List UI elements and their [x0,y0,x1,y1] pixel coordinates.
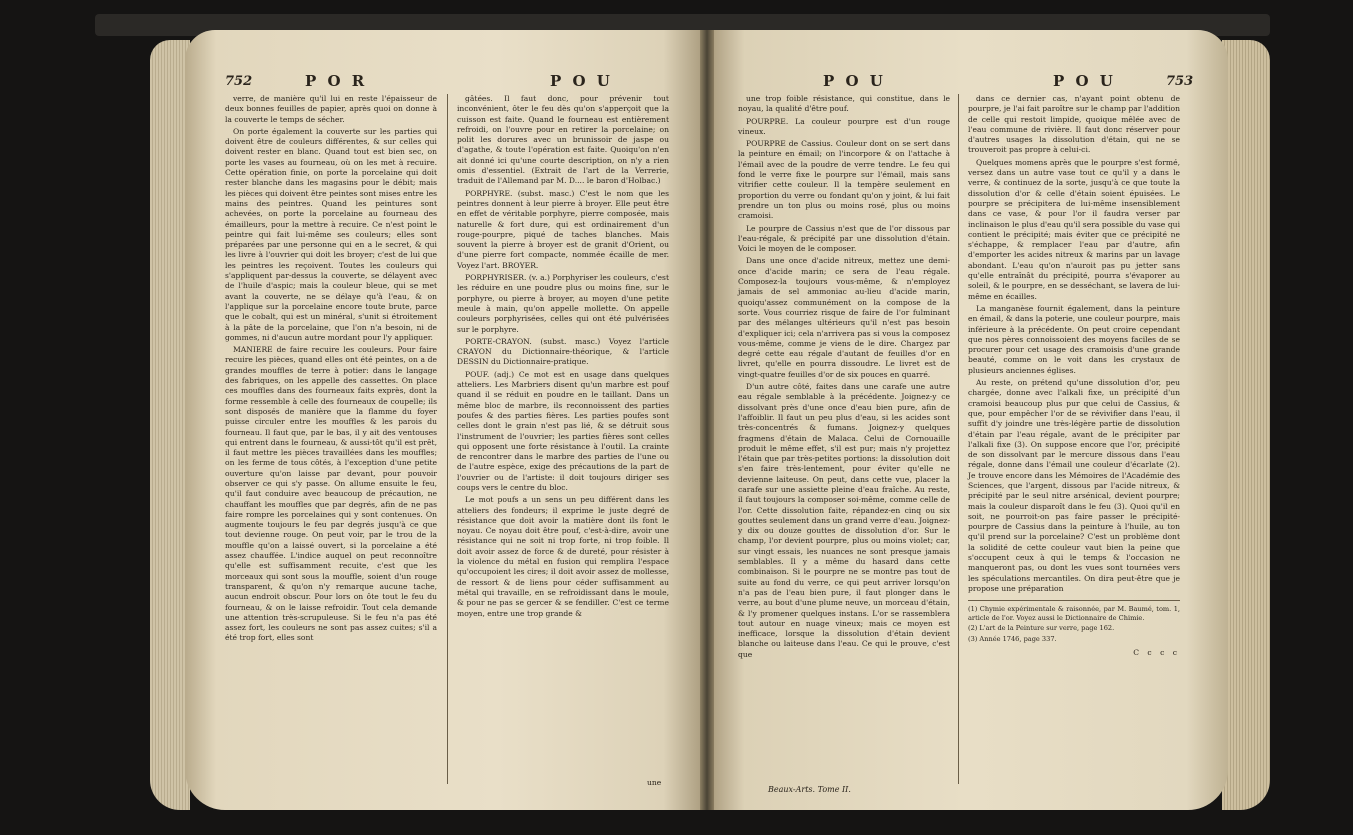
paragraph: D'un autre côté, faites dans une carafe une autre eau régale semblable à la précédente. Joignez-y ce dissolvant près d'une once d'eau bien pure, afin de l'affoiblir. Il faut un peu plus d'eau, si les acides sont très-concentrés & fumans. Joignez-y quelques fragmens d'étain de Malaca. Celui de Cornouaille produit le même effet, s'il est pur; mais n'y projettez l'étain que par très-petites portions: la dissolution doit s'en faire très-lentement, pour éviter qu'elle ne devienne laiteuse. On peut, dans cette vue, placer la carafe sur une assiette pleine d'eau fraîche. Au reste, il faut toujours la composer soi-même, comme celle de l'or. Cette dissolution faite, répandez-en cinq ou six gouttes seulement dans un grand verre d'eau. Joignez-y dix ou douze gouttes de dissolution d'or. Sur le champ, l'or devient pourpre, plus ou moins violet; car, sur vingt essais, les nuances ne sont presque jamais semblables. Il y a même du hasard dans cette combinaison. Si le pourpre ne se montre pas tout de suite au fond du verre, ce qui peut arriver lorsqu'on n'a pas de l'eau bien pure, il faut plonger dans le verre, au bout d'une plume neuve, un morceau d'étain, & l'y promener quelques instans. L'or se rassemblera tout autour en nuage vineux; mais ce moyen est inefficace, lorsque la dissolution d'étain devient blanche ou laiteuse dans l'eau. Ce qui le prouve, c'est que [738,382,950,659]
paragraph: La manganèse fournit également, dans la peinture en émail, & dans la poterie, une couleur pourpre, mais inférieure à la précédente. On peut croire cependant que nos pères connoissoient des moyens faciles de se procurer pour cet usage des cramoisis d'une grande beauté, comme on le voit dans les crystaux de plusieurs anciennes églises. [968,303,1180,375]
page-edges-right [1222,40,1270,810]
right-page-number: 753 [1166,74,1194,89]
right-column-1 [738,94,950,662]
paragraph: une trop foible résistance, qui constitue, dans le noyau, la qualité d'être pouf. [738,94,950,114]
right-page [708,30,1228,810]
right-running-head-1: P O U [823,72,886,90]
paragraph: PORPHYRE. (subst. masc.) C'est le nom que les peintres donnent à leur pierre à broyer. Elle peut être en effet de véritable porphyre, pierre composée, mais naturelle & fort dure, qui est ordinairement d'un rouge-pourpre, piqué de taches blanches. Mais souvent la pierre à broyer est de granit d'Orient, ou d'une pierre fort compacte, nommée écaille de mer. Voyez l'art. BROYER. [457,188,669,270]
paragraph: PORPHYRISER. (v. a.) Porphyriser les couleurs, c'est les réduire en une poudre plus ou moins fine, sur le porphyre, ou pierre à broyer, au moyen d'une petite meule à main, qu'on appelle mollette. On appelle couleurs porphyrisées, celles qui ont été pulvérisées sur le porphyre. [457,273,669,334]
paragraph: On porte également la couverte sur les parties qui doivent être de couleurs différentes, & sur celles qui doivent rester en blanc. Quand tout est bien sec, on porte les vases au fourneau, où on les met à recuire. Cette opération finie, on porte la porcelaine qui doit rester blanche dans les magasins pour le débit; mais les pièces qui doivent être peintes sont mises entre les mains des peintres. Quand les peintures sont achevées, on porte la porcelaine au fourneau des émailleurs, pour la mettre à recuire. Ce n'est point le peintre qui fait lui-même ses couleurs; elles sont préparées par une personne qui en a le secret, & qui les livre à l'ouvrier qui doit les broyer; c'est de lui que les peintres les reçoivent. Toutes les couleurs qui s'appliquent par-dessus la couverte, se délayent avec de l'huile d'aspic; mais la couleur bleue, qui se met avant la couverte, ne se délaye qu'à l'eau, & on l'applique sur la porcelaine encore toute brute, parce que le cobalt, qui est un minéral, s'unit si étroitement à la pâte de la porcelaine, que l'on n'a besoin, ni de gommes, ni d'aucun autre mordant pour l'y appliquer. [225,126,437,342]
column-rule [958,94,959,784]
paragraph: POUF. (adj.) Ce mot est en usage dans quelques atteliers. Les Marbriers disent qu'un marbre est pouf quand il se réduit en poudre en le taillant. Dans un même bloc de marbre, ils reconnoissent des parties poufes & des parties fières. Les parties poufes sont celles dont le grain n'est pas lié, & se détruit sous l'instrument de l'ouvrier; les parties fières sont celles qui opposent une forte résistance à l'outil. La crainte de rencontrer dans le marbre des parties de l'une ou de l'autre espèce, exige des précautions de la part de l'ouvrier ou de l'artiste: il doit toujours diriger ses coups vers le centre du bloc. [457,369,669,492]
footnote: (1) Chymie expérimentale & raisonnée, par M. Baumé, tom. 1, article de l'or. Voyez aussi le Dictionnaire de Chimie. [968,605,1180,622]
left-page-number: 752 [225,74,253,89]
left-column-1 [225,94,437,646]
paragraph: dans ce dernier cas, n'ayant point obtenu de pourpre, je l'ai fait paroître sur le champ par l'addition de celle qui restoit limpide, quoique mêlée avec de l'eau commune de rivière. Il faut donc réserver pour d'autres usages la dissolution d'étain, qui ne se trouveroit pas propre à celui-ci. [968,94,1180,155]
paragraph: verre, de manière qu'il lui en reste l'épaisseur de deux bonnes feuilles de papier, après quoi on donne à la couverte le temps de sécher. [225,94,437,124]
paragraph: POURPRE. La couleur pourpre est d'un rouge vineux. [738,116,950,136]
paragraph: Le mot poufs a un sens un peu différent dans les atteliers des fondeurs; il exprime le juste degré de résistance que doit avoir la matière dont ils font le noyau. Ce noyau doit être pouf, c'est-à-dire, avoir une résistance qui ne soit ni trop forte, ni trop foible. Il doit avoir assez de force & de dureté, pour résister à la violence du métal en fusion qui remplira l'espace qu'occupoient les cires; il doit avoir assez de mollesse, de ressort & de liens pour céder suffisamment au métal qui travaille, en se refroidissant dans le moule, & pour ne pas se gercer & se fendiller. C'est ce terme moyen, entre une trop grande & [457,495,669,618]
signature-mark: C c c c [1133,647,1180,657]
left-running-head-2: P O U [550,72,613,90]
paragraph: Le pourpre de Cassius n'est que de l'or dissous par l'eau-régale, & précipité par une dissolution d'étain. Voici le moyen de le composer. [738,223,950,254]
paragraph: gâtées. Il faut donc, pour prévenir tout inconvénient, ôter le feu dès qu'on s'apperçoit que la cuisson est faite. Quand le fourneau est entièrement refroidi, on l'ouvre pour en retirer la porcelaine; on polit les dorures avec un brunissoir de jaspe ou d'agathe, & toute l'opération est faite. Quoiqu'on n'en ait donné ici qu'une courte description, on n'y a rien omis d'essentiel. (Extrait de l'art de la Verrerie, traduit de l'Allemand par M. D.... le baron d'Holbac.) [457,94,669,186]
paragraph: Dans une once d'acide nitreux, mettez une demi-once d'acide marin; ce sera de l'eau régale. Composez-la toujours vous-même, & n'employez jamais de sel ammoniac au-lieu d'acide marin, quoiqu'assez communément on la compose de la sorte. Vous courriez risque de faire de l'or fulminant par des mélanges ultérieurs qu'il n'est pas besoin d'expliquer ici; cela n'arrivera pas si vous la composez vous-même, comme je viens de le dire. Chargez par degré cette eau régale d'autant de feuilles d'or en livret, qu'elle en pourra dissoudre. Le livret est de vingt-quatre feuilles d'or de six pouces en quarré. [738,256,950,379]
paragraph: POURPRE de Cassius. Couleur dont on se sert dans la peinture en émail; on l'incorpore & on l'attache à l'émail avec de la poudre de verre tendre. Le feu qui fond le verre fixe le pourpre sur l'émail, mais sans vitrifier cette couleur. Il la tempère seulement en proportion du verre ou fondant qu'on y joint, & lui fait prendre un ton plus ou moins rosé, plus ou moins cramoisi. [738,139,950,221]
page-edges-left [150,40,190,810]
catchword: une [647,778,662,787]
paragraph: Quelques momens après que le pourpre s'est formé, versez dans un autre vase tout ce qu'il y a dans le verre, & continuez de la sorte, jusqu'à ce que toute la dissolution d'or & celle d'étain soient épuisées. Le pourpre se précipitera de lui-même insensiblement dans ce vase, & pour l'or il faudra verser par inclinaison le plus d'eau qu'il sera possible du vase qui contient le précipité; mais éviter que ce précipité ne s'échappe, & remplacer l'eau par d'autre, afin d'emporter les acides nitreux & marins par un lavage abondant. L'eau qu'on n'auroit pas pu jetter sans qu'elle entraînât du précipité, pourra s'évaporer au soleil, & le pourpre, en se desséchant, se lavera de lui-même en écailles. [968,157,1180,301]
footnotes [968,600,1180,643]
left-page [185,30,705,810]
footnote: (3) Année 1746, page 337. [968,635,1057,644]
paragraph: PORTE-CRAYON. (subst. masc.) Voyez l'article CRAYON du Dictionnaire-théorique, & l'article DESSIN du Dictionnaire-pratique. [457,336,669,367]
paragraph: MANIERE de faire recuire les couleurs. Pour faire recuire les pièces, quand elles ont été peintes, on a de grandes mouffles de terre à potier: dans le langage des fabriques, on les appelle des cassettes. On place ces mouffles dans des fourneaux faits exprès, dont la forme ressemble à celle des fourneaux de coupelle; ils sont disposés de manière que la flamme du foyer puisse circuler entre les mouffles & les parois du fourneau. Il faut que, par le bas, il y ait des ventouses qui entrent dans le fourneau, & aussi-tôt qu'il est prêt, il faut mettre les pièces travaillées dans les mouffles; on les ferme de tous côtés, à l'exception d'une petite ouverture qu'on laisse par devant, pour pouvoir observer ce qui s'y passe. On allume ensuite le feu, qu'il faut conduire avec beaucoup de précaution, ne chauffant les mouffles que par degrés, afin de ne pas faire rompre les porcelaines qui y sont contenues. On augmente toujours le feu par degrés jusqu'à ce que tout devienne rouge. On peut voir, par le trou de la mouffle qu'on a laissé ouvert, si la porcelaine a été assez chauffée. L'indice auquel on peut reconnoître qu'elle est suffisamment recuite, c'est que les morceaux qui sont sous la mouffle, soient d'un rouge transparent, & qu'on n'y remarque aucune tache, aucun endroit obscur. Pour lors on ôte tout le feu du fourneau, & on le laisse refroidir. Tout cela demande une attention très-scrupuleuse. Si le feu n'a pas été assez fort, les couleurs ne sont pas assez cuites; s'il a été trop fort, elles sont [225,345,437,643]
book-gutter [700,30,714,810]
column-rule [447,94,448,784]
footnote: (2) L'art de la Peinture sur verre, page 162. [968,624,1115,633]
page-footer: Beaux-Arts. Tome II. [768,785,851,794]
paragraph: Au reste, on prétend qu'une dissolution d'or, peu chargée, donne avec l'alkali fixe, un précipité d'un cramoisi beaucoup plus pur que celui de Cassius, & que, pour empêcher l'or de se révivifier dans l'eau, il suffit d'y joindre une très-légère partie de dissolution d'étain par l'eau régale, avant de le précipiter par l'alkali fixe (3). On suppose encore que l'or, précipité de son dissolvant par le mercure dissous dans l'eau régale, donne dans l'émail une couleur d'écarlate (2). Je trouve encore dans les Mémoires de l'Académie des Sciences, que l'argent, dissous par l'acide nitreux, & précipité par le seul nitre arsénical, devient pourpre; mais la couleur disparoît dans le feu (3). Quoi qu'il en soit, ne pourroit-on pas faire passer le précipité-pourpre de Cassius dans la peinture à l'huile, au ton qu'il prend sur la porcelaine? C'est un problème dont la solidité de cette couleur vaut bien la peine que s'occupent ceux à qui le temps & l'occasion ne manqueront pas, ou dont les vues sont tournées vers les spéculations mercantiles. On dira peut-être que je propose une préparation [968,378,1180,593]
right-column-2 [968,94,1180,658]
left-running-head-1: P O R [305,72,368,90]
right-running-head-2: P O U [1053,72,1116,90]
left-column-2 [457,94,669,621]
